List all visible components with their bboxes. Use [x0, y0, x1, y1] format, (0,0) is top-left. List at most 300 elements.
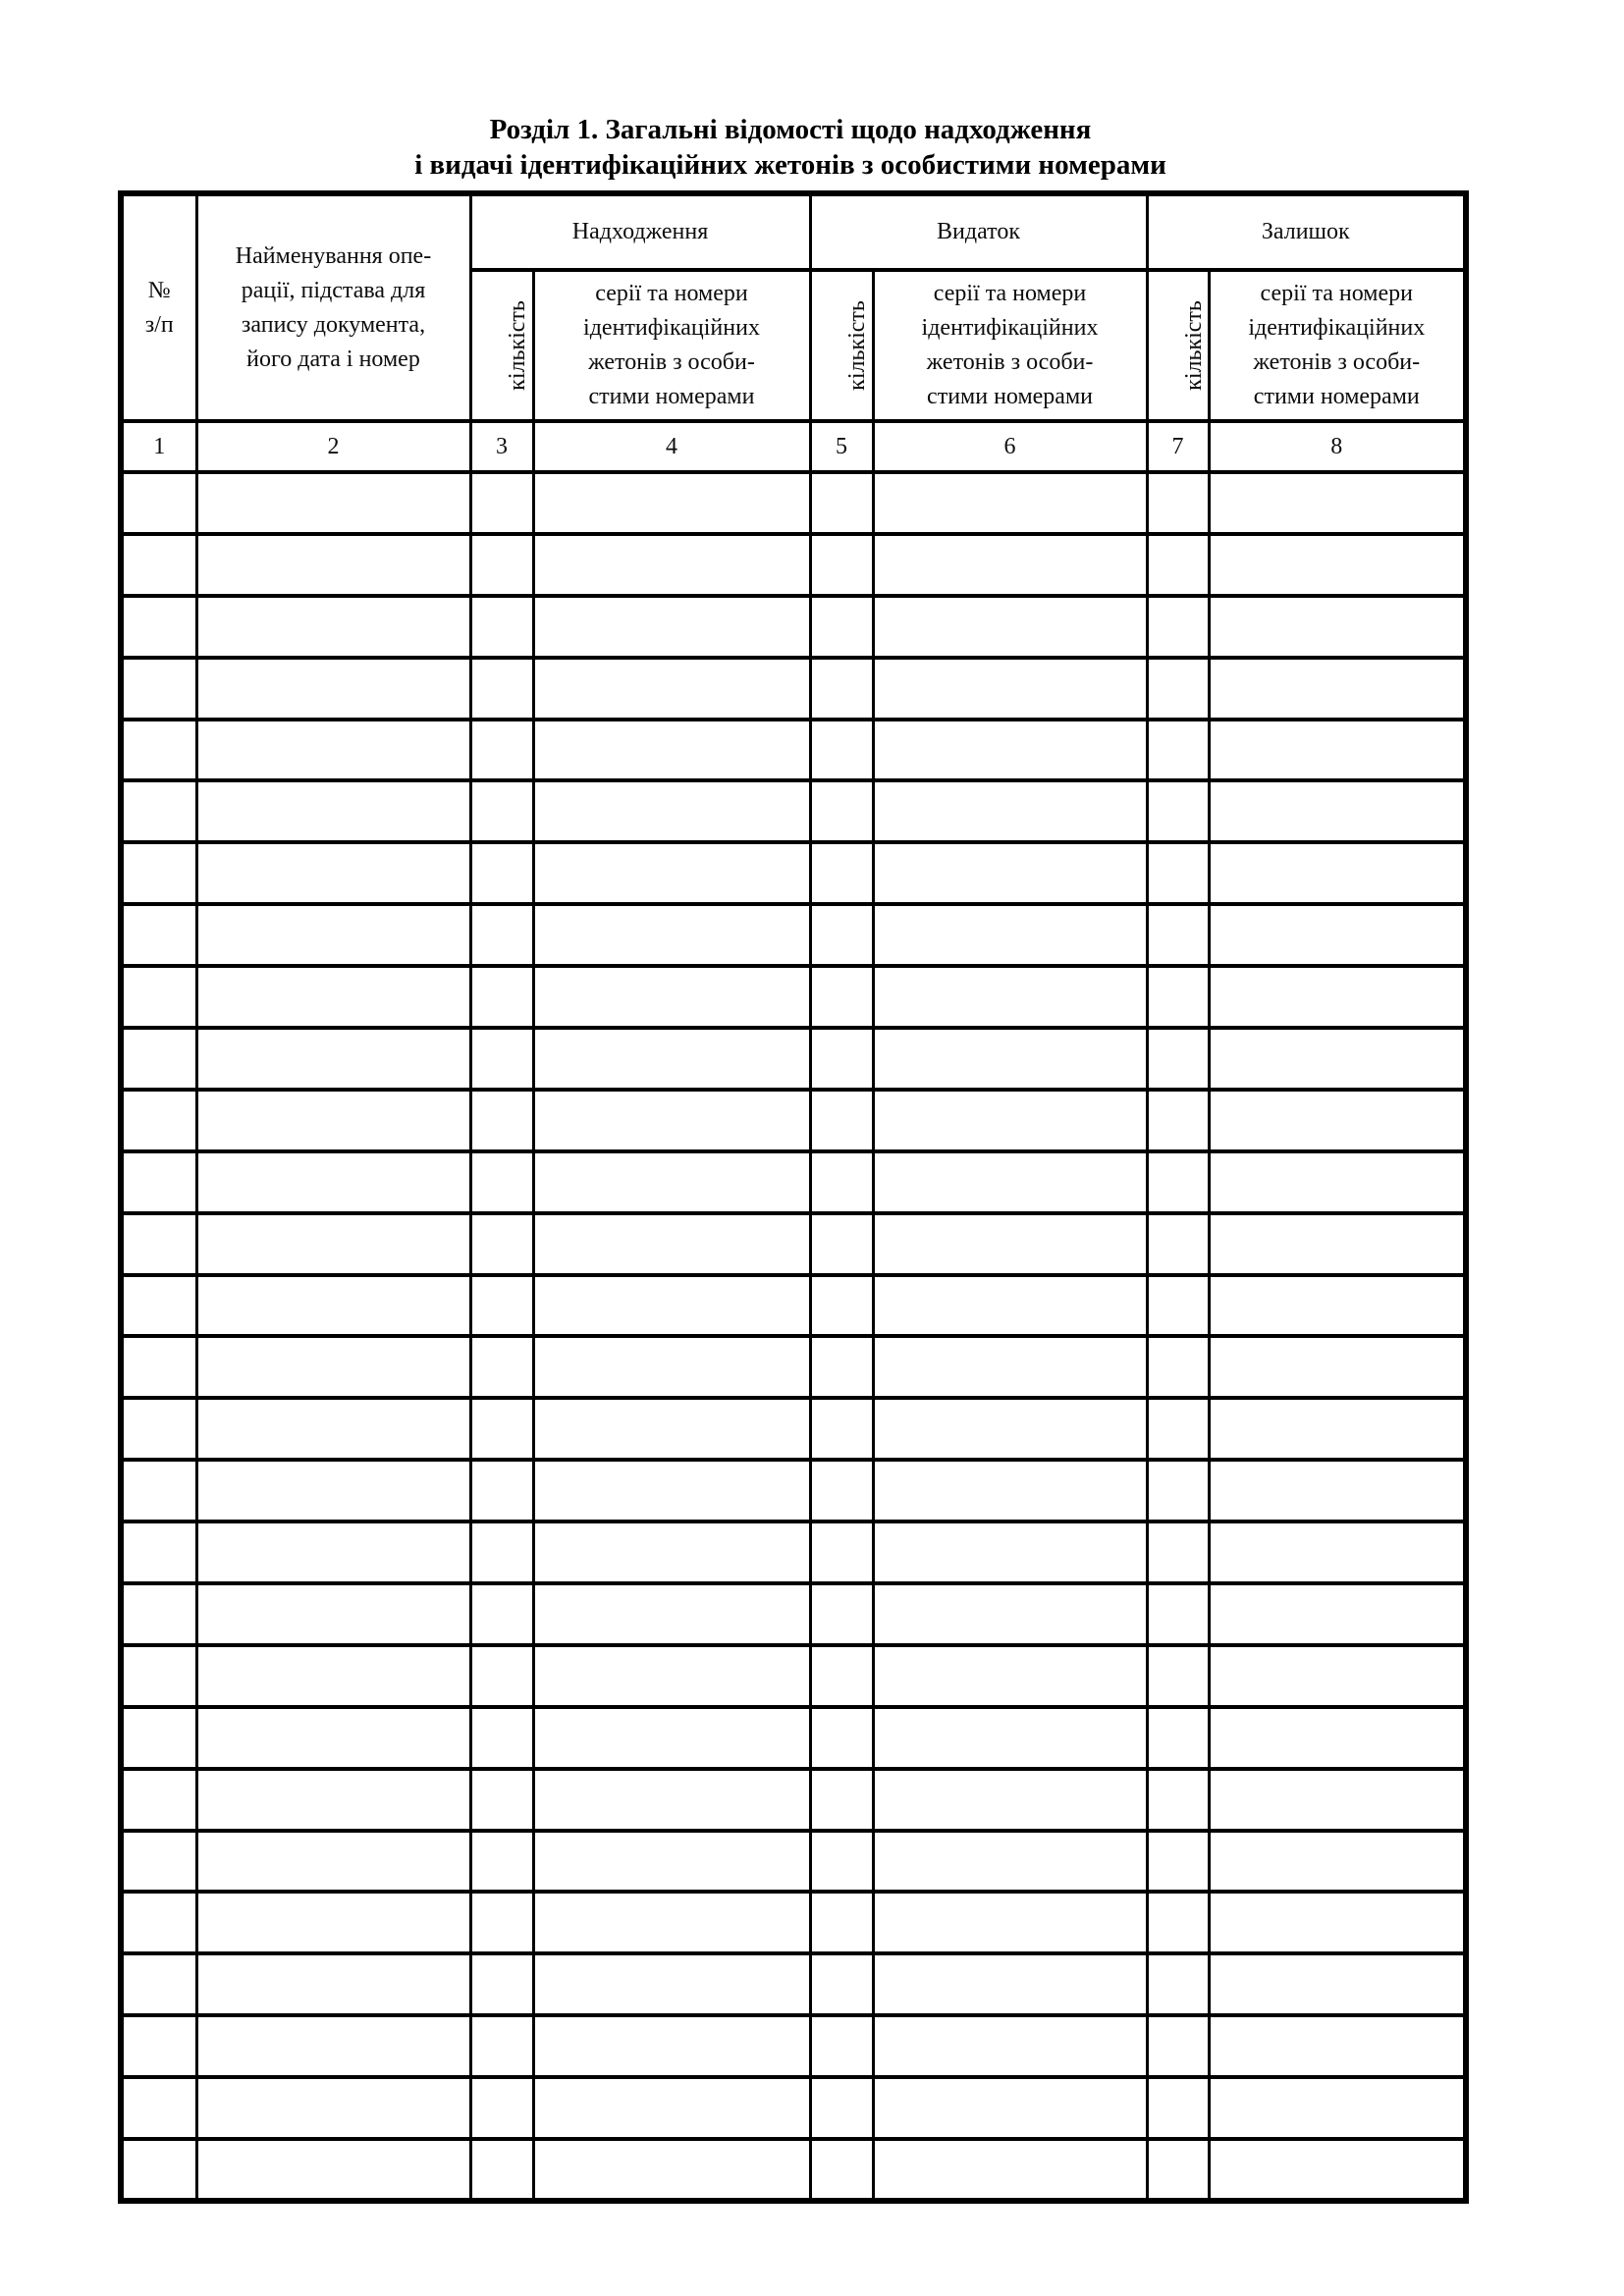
empty-ledger-cell	[810, 966, 873, 1028]
empty-ledger-cell	[121, 1953, 196, 2015]
empty-ledger-cell	[121, 1707, 196, 1769]
empty-ledger-cell	[810, 842, 873, 904]
empty-ledger-row	[121, 2077, 1466, 2139]
header-operation-name	[196, 193, 470, 421]
empty-ledger-cell	[873, 1398, 1147, 1460]
empty-ledger-cell	[470, 2015, 533, 2077]
header-expense-quantity	[810, 270, 873, 421]
empty-ledger-cell	[533, 720, 810, 781]
column-number-4: 4	[533, 421, 810, 472]
empty-ledger-cell	[470, 842, 533, 904]
table-body	[121, 472, 1466, 2201]
empty-ledger-cell	[196, 720, 470, 781]
empty-ledger-cell	[196, 1892, 470, 1953]
column-number-7: 7	[1147, 421, 1209, 472]
empty-ledger-row	[121, 596, 1466, 658]
empty-ledger-cell	[1147, 658, 1209, 720]
empty-ledger-cell	[873, 2015, 1147, 2077]
header-expense-series-line-4: стими номерами	[927, 384, 1093, 409]
empty-ledger-cell	[873, 1769, 1147, 1831]
empty-ledger-cell	[873, 842, 1147, 904]
empty-ledger-cell	[810, 720, 873, 781]
empty-ledger-cell	[810, 658, 873, 720]
empty-ledger-row	[121, 904, 1466, 966]
empty-ledger-cell	[121, 534, 196, 596]
empty-ledger-cell	[470, 1151, 533, 1213]
empty-ledger-cell	[1209, 1645, 1466, 1707]
empty-ledger-cell	[810, 1336, 873, 1398]
empty-ledger-cell	[470, 596, 533, 658]
header-expense-series-line-2: ідентифікаційних	[921, 315, 1099, 341]
empty-ledger-cell	[1147, 1028, 1209, 1090]
empty-ledger-cell	[533, 1583, 810, 1645]
empty-ledger-cell	[1209, 2015, 1466, 2077]
empty-ledger-cell	[533, 1090, 810, 1151]
empty-ledger-cell	[873, 1028, 1147, 1090]
empty-ledger-cell	[1209, 1522, 1466, 1583]
empty-ledger-cell	[533, 780, 810, 842]
empty-ledger-cell	[873, 1831, 1147, 1893]
empty-ledger-cell	[873, 780, 1147, 842]
empty-ledger-cell	[533, 1769, 810, 1831]
empty-ledger-cell	[873, 596, 1147, 658]
empty-ledger-cell	[810, 1769, 873, 1831]
empty-ledger-cell	[1147, 904, 1209, 966]
header-receipt-quantity-label: кількість	[504, 300, 530, 391]
empty-ledger-cell	[196, 472, 470, 534]
empty-ledger-cell	[533, 534, 810, 596]
page-title-line-1: Розділ 1. Загальні відомості щодо надходження	[489, 114, 1092, 145]
empty-ledger-cell	[1209, 1275, 1466, 1337]
empty-ledger-cell	[1209, 1831, 1466, 1893]
header-receipt-series	[533, 270, 810, 421]
empty-ledger-cell	[1209, 658, 1466, 720]
empty-ledger-cell	[1147, 780, 1209, 842]
empty-ledger-cell	[121, 596, 196, 658]
empty-ledger-cell	[1209, 596, 1466, 658]
empty-ledger-cell	[873, 1275, 1147, 1337]
empty-ledger-cell	[873, 1336, 1147, 1398]
empty-ledger-cell	[470, 1645, 533, 1707]
empty-ledger-cell	[121, 472, 196, 534]
empty-ledger-cell	[1147, 2139, 1209, 2201]
header-balance-series-line-2: ідентифікаційних	[1248, 315, 1426, 341]
empty-ledger-cell	[1147, 1151, 1209, 1213]
empty-ledger-row	[121, 780, 1466, 842]
empty-ledger-cell	[470, 658, 533, 720]
empty-ledger-cell	[196, 1460, 470, 1522]
empty-ledger-cell	[196, 780, 470, 842]
empty-ledger-cell	[121, 2139, 196, 2201]
empty-ledger-row	[121, 658, 1466, 720]
empty-ledger-cell	[196, 1769, 470, 1831]
empty-ledger-cell	[470, 472, 533, 534]
header-group-expense: Видаток	[810, 193, 1147, 270]
empty-ledger-cell	[470, 1213, 533, 1275]
empty-ledger-cell	[810, 1028, 873, 1090]
empty-ledger-cell	[196, 2015, 470, 2077]
tokens-register-table	[118, 190, 1469, 2204]
empty-ledger-cell	[1209, 534, 1466, 596]
empty-ledger-cell	[1147, 1460, 1209, 1522]
empty-ledger-cell	[1209, 1707, 1466, 1769]
empty-ledger-cell	[1209, 1213, 1466, 1275]
empty-ledger-cell	[470, 1275, 533, 1337]
empty-ledger-cell	[810, 1522, 873, 1583]
empty-ledger-row	[121, 1028, 1466, 1090]
column-number-3: 3	[470, 421, 533, 472]
empty-ledger-row	[121, 842, 1466, 904]
header-balance-quantity	[1147, 270, 1209, 421]
page-title-line-2: і видачі ідентифікаційних жетонів з особистими номерами	[414, 149, 1166, 181]
empty-ledger-cell	[533, 966, 810, 1028]
empty-ledger-row	[121, 1707, 1466, 1769]
empty-ledger-cell	[470, 966, 533, 1028]
empty-ledger-cell	[533, 596, 810, 658]
empty-ledger-cell	[810, 1892, 873, 1953]
empty-ledger-cell	[1209, 904, 1466, 966]
empty-ledger-row	[121, 1953, 1466, 2015]
empty-ledger-cell	[1147, 1707, 1209, 1769]
empty-ledger-cell	[810, 1583, 873, 1645]
empty-ledger-cell	[533, 1831, 810, 1893]
empty-ledger-cell	[533, 1460, 810, 1522]
empty-ledger-cell	[533, 1275, 810, 1337]
empty-ledger-row	[121, 1892, 1466, 1953]
empty-ledger-cell	[873, 966, 1147, 1028]
empty-ledger-cell	[121, 1090, 196, 1151]
header-balance-series-line-1: серії та номери	[1260, 281, 1413, 306]
empty-ledger-cell	[533, 1953, 810, 2015]
empty-ledger-cell	[810, 534, 873, 596]
empty-ledger-cell	[810, 1707, 873, 1769]
empty-ledger-cell	[533, 472, 810, 534]
empty-ledger-cell	[470, 1583, 533, 1645]
empty-ledger-cell	[810, 472, 873, 534]
empty-ledger-cell	[810, 596, 873, 658]
empty-ledger-cell	[196, 904, 470, 966]
empty-ledger-row	[121, 1398, 1466, 1460]
empty-ledger-cell	[873, 720, 1147, 781]
column-number-1: 1	[121, 421, 196, 472]
empty-ledger-cell	[1147, 1398, 1209, 1460]
empty-ledger-cell	[1147, 1213, 1209, 1275]
empty-ledger-cell	[810, 1831, 873, 1893]
empty-ledger-cell	[1209, 1090, 1466, 1151]
empty-ledger-cell	[1209, 966, 1466, 1028]
empty-ledger-cell	[196, 966, 470, 1028]
empty-ledger-cell	[121, 1831, 196, 1893]
empty-ledger-cell	[1147, 1831, 1209, 1893]
empty-ledger-row	[121, 966, 1466, 1028]
empty-ledger-cell	[196, 1645, 470, 1707]
empty-ledger-cell	[470, 1090, 533, 1151]
empty-ledger-cell	[121, 720, 196, 781]
empty-ledger-cell	[1147, 1583, 1209, 1645]
empty-ledger-cell	[121, 658, 196, 720]
empty-ledger-cell	[533, 2077, 810, 2139]
empty-ledger-cell	[196, 1707, 470, 1769]
empty-ledger-cell	[470, 1398, 533, 1460]
header-row-number	[121, 193, 196, 421]
empty-ledger-cell	[470, 1336, 533, 1398]
empty-ledger-cell	[810, 1275, 873, 1337]
empty-ledger-cell	[121, 780, 196, 842]
empty-ledger-cell	[121, 2015, 196, 2077]
empty-ledger-row	[121, 1151, 1466, 1213]
header-expense-quantity-label: кількість	[843, 300, 870, 391]
empty-ledger-row	[121, 1336, 1466, 1398]
header-group-receipt: Надходження	[470, 193, 810, 270]
empty-ledger-cell	[1209, 472, 1466, 534]
header-balance-series-line-4: стими номерами	[1253, 384, 1420, 409]
empty-ledger-cell	[1147, 1769, 1209, 1831]
empty-ledger-cell	[1209, 1892, 1466, 1953]
empty-ledger-cell	[196, 1831, 470, 1893]
empty-ledger-cell	[533, 1028, 810, 1090]
empty-ledger-cell	[470, 1953, 533, 2015]
empty-ledger-row	[121, 1769, 1466, 1831]
empty-ledger-cell	[121, 966, 196, 1028]
empty-ledger-cell	[1209, 1769, 1466, 1831]
empty-ledger-cell	[196, 2139, 470, 2201]
empty-ledger-cell	[1209, 1398, 1466, 1460]
empty-ledger-cell	[470, 1028, 533, 1090]
empty-ledger-row	[121, 1460, 1466, 1522]
empty-ledger-cell	[873, 2077, 1147, 2139]
empty-ledger-cell	[196, 596, 470, 658]
empty-ledger-cell	[533, 1522, 810, 1583]
empty-ledger-cell	[810, 780, 873, 842]
empty-ledger-cell	[533, 2139, 810, 2201]
header-receipt-quantity	[470, 270, 533, 421]
empty-ledger-cell	[1209, 1460, 1466, 1522]
empty-ledger-cell	[1147, 1275, 1209, 1337]
column-numbers-row	[121, 421, 1466, 472]
empty-ledger-cell	[121, 1336, 196, 1398]
empty-ledger-cell	[121, 1460, 196, 1522]
empty-ledger-cell	[196, 1336, 470, 1398]
empty-ledger-cell	[873, 1583, 1147, 1645]
empty-ledger-cell	[533, 1213, 810, 1275]
column-number-8: 8	[1209, 421, 1466, 472]
empty-ledger-cell	[470, 1707, 533, 1769]
empty-ledger-cell	[1147, 842, 1209, 904]
empty-ledger-cell	[533, 658, 810, 720]
empty-ledger-cell	[196, 1213, 470, 1275]
header-expense-series-line-3: жетонів з особи-	[926, 349, 1094, 375]
empty-ledger-cell	[1209, 720, 1466, 781]
empty-ledger-cell	[121, 1645, 196, 1707]
empty-ledger-cell	[810, 2077, 873, 2139]
empty-ledger-cell	[470, 1460, 533, 1522]
empty-ledger-cell	[1147, 534, 1209, 596]
group-header-row	[121, 193, 1466, 270]
empty-ledger-row	[121, 720, 1466, 781]
empty-ledger-cell	[121, 2077, 196, 2139]
empty-ledger-cell	[533, 1707, 810, 1769]
empty-ledger-cell	[196, 534, 470, 596]
empty-ledger-cell	[873, 658, 1147, 720]
empty-ledger-cell	[873, 1090, 1147, 1151]
header-expense-series-line-1: серії та номери	[933, 281, 1087, 306]
header-operation-line-1: Найменування опе-	[235, 242, 432, 269]
empty-ledger-cell	[873, 1953, 1147, 2015]
empty-ledger-cell	[533, 2015, 810, 2077]
empty-ledger-cell	[470, 1831, 533, 1893]
empty-ledger-cell	[196, 1275, 470, 1337]
empty-ledger-cell	[1147, 1645, 1209, 1707]
header-balance-quantity-label: кількість	[1180, 300, 1207, 391]
column-number-2: 2	[196, 421, 470, 472]
empty-ledger-cell	[1209, 2139, 1466, 2201]
empty-ledger-cell	[121, 1398, 196, 1460]
empty-ledger-cell	[1147, 1336, 1209, 1398]
empty-ledger-cell	[810, 1090, 873, 1151]
empty-ledger-cell	[533, 1398, 810, 1460]
empty-ledger-cell	[873, 1707, 1147, 1769]
header-expense-series	[873, 270, 1147, 421]
empty-ledger-cell	[873, 1892, 1147, 1953]
empty-ledger-cell	[1209, 1028, 1466, 1090]
header-receipt-series-line-3: жетонів з особи-	[588, 349, 755, 375]
empty-ledger-cell	[810, 1645, 873, 1707]
empty-ledger-row	[121, 1213, 1466, 1275]
empty-ledger-cell	[810, 1151, 873, 1213]
page-title	[118, 112, 1463, 183]
column-number-5: 5	[810, 421, 873, 472]
empty-ledger-cell	[121, 1028, 196, 1090]
header-receipt-series-line-2: ідентифікаційних	[583, 315, 760, 341]
empty-ledger-cell	[873, 1213, 1147, 1275]
empty-ledger-cell	[873, 1645, 1147, 1707]
empty-ledger-cell	[121, 1151, 196, 1213]
empty-ledger-cell	[1147, 2015, 1209, 2077]
empty-ledger-cell	[470, 1522, 533, 1583]
header-receipt-series-line-1: серії та номери	[595, 281, 748, 306]
empty-ledger-cell	[1147, 1090, 1209, 1151]
empty-ledger-cell	[121, 1213, 196, 1275]
empty-ledger-cell	[470, 2077, 533, 2139]
empty-ledger-row	[121, 1831, 1466, 1893]
empty-ledger-cell	[873, 904, 1147, 966]
empty-ledger-cell	[1209, 1953, 1466, 2015]
empty-ledger-cell	[873, 2139, 1147, 2201]
empty-ledger-cell	[121, 1769, 196, 1831]
empty-ledger-cell	[121, 1522, 196, 1583]
empty-ledger-cell	[1147, 720, 1209, 781]
empty-ledger-row	[121, 2015, 1466, 2077]
header-balance-series-line-3: жетонів з особи-	[1253, 349, 1421, 375]
empty-ledger-cell	[470, 534, 533, 596]
empty-ledger-cell	[196, 1583, 470, 1645]
empty-ledger-cell	[470, 2139, 533, 2201]
empty-ledger-cell	[121, 1583, 196, 1645]
empty-ledger-cell	[533, 1336, 810, 1398]
empty-ledger-cell	[533, 1892, 810, 1953]
empty-ledger-cell	[810, 1460, 873, 1522]
empty-ledger-cell	[121, 842, 196, 904]
empty-ledger-cell	[1147, 966, 1209, 1028]
empty-ledger-row	[121, 472, 1466, 534]
table-header	[121, 193, 1466, 472]
empty-ledger-cell	[196, 2077, 470, 2139]
empty-ledger-cell	[1147, 1953, 1209, 2015]
empty-ledger-cell	[196, 658, 470, 720]
empty-ledger-cell	[196, 842, 470, 904]
empty-ledger-cell	[121, 1892, 196, 1953]
empty-ledger-row	[121, 1645, 1466, 1707]
empty-ledger-cell	[1209, 842, 1466, 904]
empty-ledger-cell	[1147, 1522, 1209, 1583]
empty-ledger-cell	[196, 1398, 470, 1460]
empty-ledger-cell	[810, 2015, 873, 2077]
empty-ledger-cell	[810, 2139, 873, 2201]
empty-ledger-cell	[470, 904, 533, 966]
empty-ledger-cell	[470, 1892, 533, 1953]
empty-ledger-row	[121, 1583, 1466, 1645]
header-operation-line-4: його дата і номер	[246, 346, 420, 372]
empty-ledger-cell	[1147, 596, 1209, 658]
header-operation-line-3: запису документа,	[241, 311, 426, 338]
empty-ledger-cell	[470, 780, 533, 842]
empty-ledger-cell	[121, 904, 196, 966]
header-operation-line-2: рації, підстава для	[241, 277, 426, 303]
empty-ledger-cell	[196, 1090, 470, 1151]
empty-ledger-cell	[1209, 2077, 1466, 2139]
empty-ledger-cell	[1147, 2077, 1209, 2139]
empty-ledger-cell	[196, 1151, 470, 1213]
empty-ledger-cell	[121, 1275, 196, 1337]
empty-ledger-cell	[470, 1769, 533, 1831]
empty-ledger-row	[121, 1275, 1466, 1337]
empty-ledger-row	[121, 2139, 1466, 2201]
empty-ledger-cell	[1209, 1583, 1466, 1645]
empty-ledger-cell	[873, 1460, 1147, 1522]
empty-ledger-cell	[810, 904, 873, 966]
empty-ledger-cell	[1147, 1892, 1209, 1953]
empty-ledger-cell	[873, 472, 1147, 534]
empty-ledger-cell	[470, 720, 533, 781]
empty-ledger-cell	[533, 1645, 810, 1707]
empty-ledger-cell	[533, 1151, 810, 1213]
empty-ledger-cell	[533, 904, 810, 966]
empty-ledger-row	[121, 1090, 1466, 1151]
empty-ledger-cell	[196, 1522, 470, 1583]
empty-ledger-cell	[873, 1151, 1147, 1213]
empty-ledger-row	[121, 1522, 1466, 1583]
empty-ledger-cell	[533, 842, 810, 904]
header-row-number-line-2: з/п	[144, 311, 174, 338]
empty-ledger-cell	[810, 1213, 873, 1275]
header-receipt-series-line-4: стими номерами	[588, 384, 755, 409]
column-number-6: 6	[873, 421, 1147, 472]
empty-ledger-cell	[1147, 472, 1209, 534]
empty-ledger-cell	[196, 1028, 470, 1090]
empty-ledger-cell	[873, 1522, 1147, 1583]
empty-ledger-cell	[873, 534, 1147, 596]
empty-ledger-cell	[810, 1398, 873, 1460]
header-group-balance: Залишок	[1147, 193, 1466, 270]
empty-ledger-cell	[196, 1953, 470, 2015]
empty-ledger-cell	[1209, 780, 1466, 842]
header-balance-series	[1209, 270, 1466, 421]
empty-ledger-row	[121, 534, 1466, 596]
empty-ledger-cell	[1209, 1151, 1466, 1213]
empty-ledger-cell	[810, 1953, 873, 2015]
empty-ledger-cell	[1209, 1336, 1466, 1398]
header-row-number-line-1: №	[147, 277, 171, 303]
